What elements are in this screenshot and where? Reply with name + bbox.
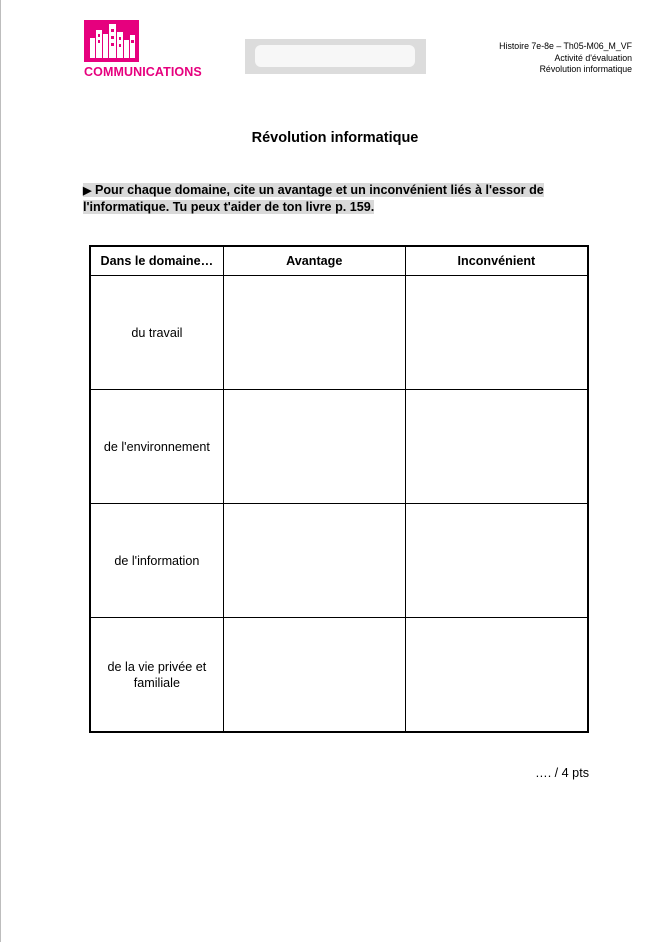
course-code: Histoire 7e-8e – Th05-M06_M_VF: [499, 41, 632, 51]
redacted-area: [245, 39, 426, 74]
domain-cell: du travail: [90, 276, 223, 390]
table-row: [90, 504, 588, 618]
play-triangle-icon: ▶: [83, 185, 92, 197]
logo-text: COMMUNICATIONS: [84, 65, 202, 79]
instruction-line-1: Pour chaque domaine, cite un avantage et un inconvénient liés à l'essor de: [94, 183, 544, 197]
table-header-row: [90, 246, 588, 276]
instruction: [83, 182, 590, 215]
advantage-answer-cell[interactable]: [223, 390, 405, 504]
activity-type: Activité d'évaluation: [554, 52, 632, 63]
table-row: [90, 276, 588, 390]
column-header-disadvantage: Inconvénient: [405, 246, 588, 276]
column-header-domain: Dans le domaine…: [90, 246, 223, 276]
table-row: [90, 390, 588, 504]
disadvantage-answer-cell[interactable]: [405, 618, 588, 733]
activity-topic: Révolution informatique: [539, 64, 632, 74]
evaluation-table: [89, 245, 589, 733]
advantage-answer-cell[interactable]: [223, 504, 405, 618]
city-skyline-icon: [84, 20, 139, 62]
table-row: [90, 618, 588, 733]
page-title: Révolution informatique: [251, 130, 419, 146]
document-header-info: [499, 41, 632, 76]
score-label: …. / 4 pts: [535, 766, 589, 780]
communications-logo: [84, 20, 218, 82]
advantage-answer-cell[interactable]: [223, 276, 405, 390]
advantage-answer-cell[interactable]: [223, 618, 405, 733]
disadvantage-answer-cell[interactable]: [405, 390, 588, 504]
domain-cell: de la vie privée et familiale: [90, 618, 223, 733]
column-header-advantage: Avantage: [223, 246, 405, 276]
disadvantage-answer-cell[interactable]: [405, 504, 588, 618]
instruction-line-2: l'informatique. Tu peux t'aider de ton livre p. 159.: [83, 200, 375, 214]
domain-cell: de l'information: [90, 504, 223, 618]
domain-cell: de l'environnement: [90, 390, 223, 504]
disadvantage-answer-cell[interactable]: [405, 276, 588, 390]
